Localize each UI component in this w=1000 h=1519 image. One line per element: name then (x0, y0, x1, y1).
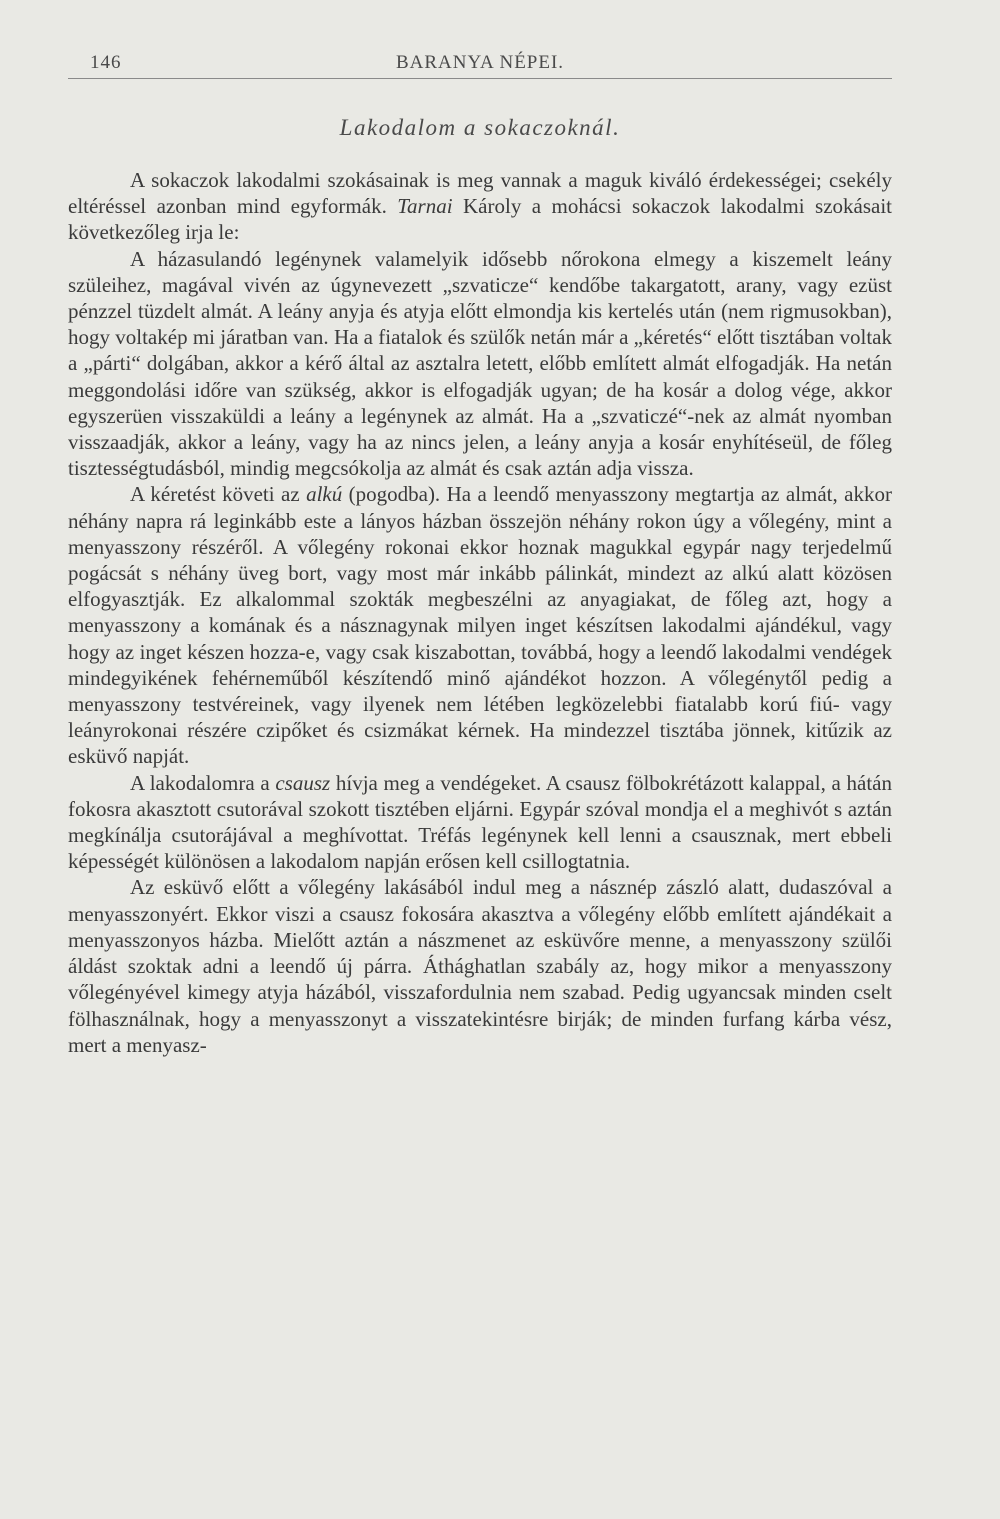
running-title: BARANYA NÉPEI. (395, 52, 565, 73)
running-header (68, 50, 892, 79)
paragraph (68, 481, 892, 769)
paragraph (68, 246, 892, 482)
text-run: hívja meg a vendégeket. A csausz fölbokrétázott kalappal, a hátán fokosra akasztott csutorával szokott tisztében eljárni. Egypár szóval mondja el a meghivót s aztán megkínálja csutorájával a meghívottat. Tréfás legénynek kell lenni a csausznak, mert ebbeli képességét különösen a lakodalom napján erősen kell csillogtatnia. (68, 770, 892, 874)
page-number: 146 (90, 52, 122, 73)
text-run: Károly a mohácsi sokaczok lakodalmi szokásait következőleg irja le: (68, 194, 892, 245)
paragraph (68, 770, 892, 875)
text-run: A házasulandó legénynek valamelyik idősebb nőrokona elmegy a kiszemelt leány szüleihez, magával vivén az úgynevezett „szvaticze“ kendőbe takargatott, arany, vagy ezüst pénzzel tüzdelt almát. A leány anyja és atyja előtt elmondja kis kertelés után (nem rigmusokban), hogy voltakép mi járatban van. Ha a fiatalok és szülők netán már a „kéretés“ előtt tisztában voltak a „párti“ dolgában, akkor a kérő által az asztalra letett, előbb említett almát elfogadják. Ha netán meggondolási időre van szükség, akkor is elfogadják ugyan; de ha kosár a dolog vége, akkor egyszerüen visszaküldi a leány a legénynek az almát. Ha a „szvaticzé“-nek az almát nyomban visszaadják, akkor a leány, vagy ha az nincs jelen, a leány anyja a kosár enyhítéseül, de főleg tisztességtudásból, mindig megcsókolja az almát és csak aztán adja vissza. (68, 246, 892, 481)
paragraph (68, 167, 892, 246)
text-run: A sokaczok lakodalmi szokásainak is meg vannak a maguk kiváló érdekességei; csekély eltéréssel azonban mind egyformák. (68, 168, 892, 219)
italic-term: alkú (306, 482, 343, 507)
text-run: Az esküvő előtt a vőlegény lakásából indul meg a násznép zászló alatt, dudaszóval a menyasszonyért. Ekkor viszi a csausz fokosára akasztva a vőlegény előbb említett ajándékait a menyasszonyos házba. Mielőtt aztán a nászmenet az esküvőre menne, a menyasszony szülői áldást szoktak adni a leendő új párra. Áthághatlan szabály az, hogy mikor a menyasszony vőlegényével kimegy atyja házából, visszafordulnia nem szabad. Pedig ugyancsak minden cselt fölhasználnak, hogy a menyasszonyt a visszatekintésre birják; de minden furfang kárba vész, mert a menyasz- (68, 875, 892, 1057)
text-run: A lakodalomra a (130, 770, 276, 795)
italic-term: Tarnai (397, 194, 453, 219)
text-run: A kéretést követi az (130, 482, 307, 507)
body-text (68, 167, 892, 1058)
text-run: (pogodba). Ha a leendő menyasszony megtartja az almát, akkor néhány napra rá leginkább este a lányos házban összejön néhány rokon úgy a vőlegény, mint a menyasszony részéről. A vőlegény rokonai ekkor hoznak magukkal egypár nagy terjedelmű pogácsát s néhány üveg bort, vagy most már inkább pálinkát, mindezt az alkú alatt közösen elfogyasztják. Ez alkalommal szokták megbeszélni az anyagiakat, de főleg azt, hogy a menyasszony a komának és a násznagynak milyen inget készítsen lakodalmi ajándékul, vagy hogy az inget készen hozza-e, vagy csak kiszabottan, továbbá, hogy a leendő lakodalmi vendégek mindegyikének fehérneműből készítendő minő ajándékot hozzon. A vőlegénytől pedig a menyasszony testvéreinek, vagy ilyenek nem létében legközelebbi fiatalabb korú fiú- vagy leányrokonai részére czipőket és csizmákat kérnek. Ha mindezzel tisztába jönnek, kitűzik az esküvő napját. (68, 482, 892, 769)
italic-term: csausz (275, 770, 331, 795)
paragraph (68, 874, 892, 1057)
section-title: Lakodalom a sokaczoknál. (339, 115, 621, 140)
